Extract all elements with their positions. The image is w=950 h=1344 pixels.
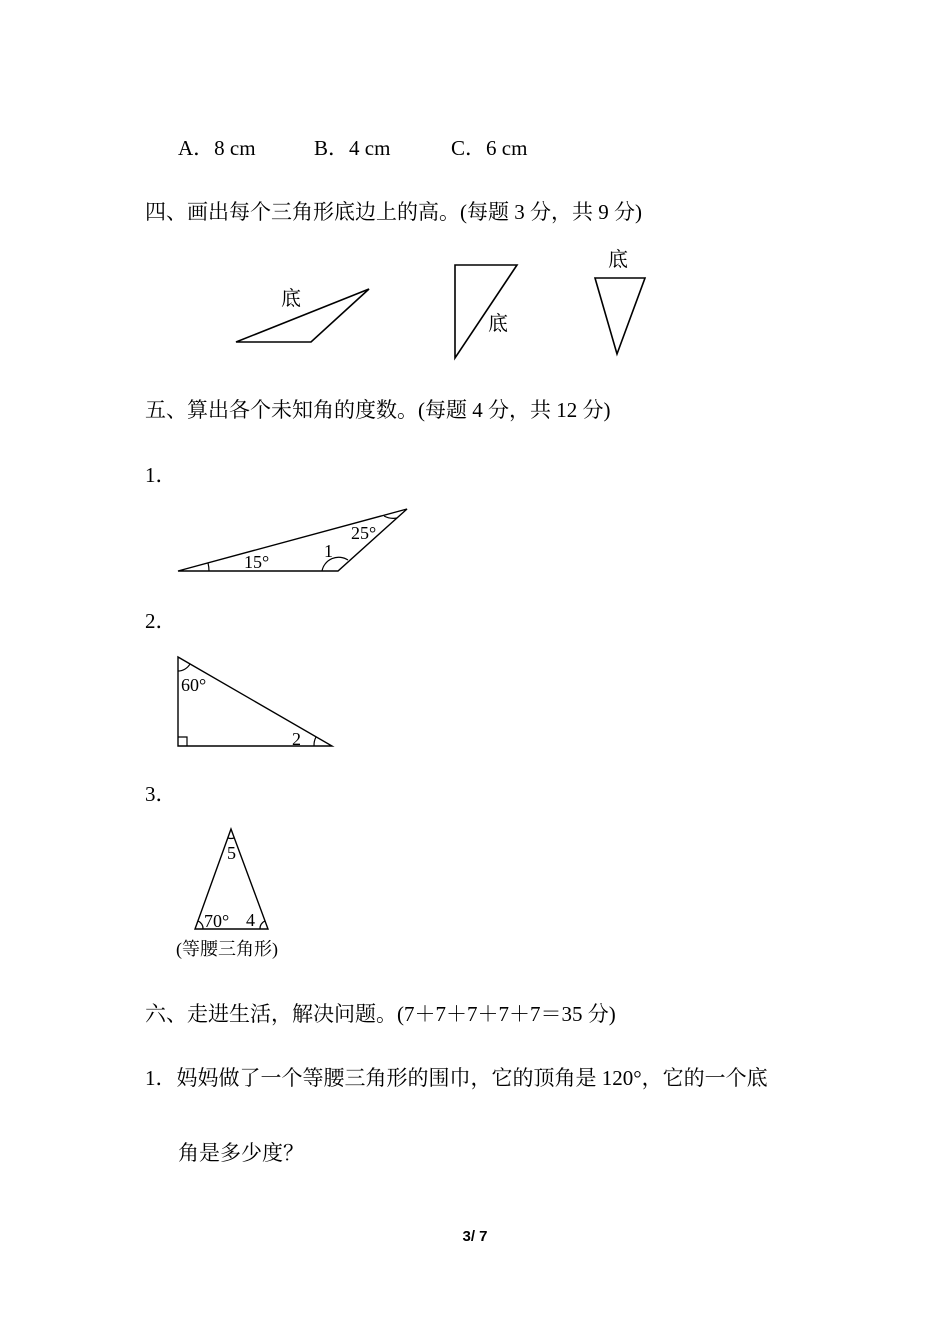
- s5-q1-angle-1: 1: [324, 541, 333, 561]
- s6-q1-line1: 1．妈妈做了一个等腰三角形的围巾，它的顶角是 120°，它的一个底: [145, 1066, 768, 1090]
- s5-q3-angle-4: 4: [246, 910, 255, 930]
- s5q2-arc-right: [314, 737, 316, 746]
- s5q2-right-angle: [178, 737, 187, 746]
- s4-base-label-3: 底: [608, 249, 628, 271]
- section5-heading: 五、算出各个未知角的度数。(每题 4 分，共 12 分): [145, 398, 611, 422]
- s4-triangle-1: [236, 289, 369, 342]
- option-c: C．6 cm: [451, 136, 528, 160]
- s5-q3-number: 3．: [145, 782, 177, 806]
- section6-heading: 六、走进生活，解决问题。(7＋7＋7＋7＋7＝35 分): [145, 1002, 616, 1026]
- section4-heading: 四、画出每个三角形底边上的高。(每题 3 分，共 9 分): [145, 200, 642, 224]
- s5-q2-angle-60: 60°: [181, 675, 207, 695]
- s5q3-arc-top: [228, 838, 234, 839]
- s5q3-arc-right: [260, 921, 265, 929]
- option-b: B．4 cm: [314, 136, 391, 160]
- s5q2-triangle: [178, 657, 332, 749]
- s4-triangle-2: [455, 265, 517, 358]
- s5-q3-caption: (等腰三角形): [176, 939, 278, 959]
- s5-q3-angle-5: 5: [227, 843, 236, 863]
- s5q2-arc-top: [178, 664, 190, 671]
- s4-triangle-3: [595, 278, 645, 354]
- s5-q2-number: 2．: [145, 609, 177, 633]
- s4-base-label-1: 底: [281, 288, 301, 310]
- s5q3-arc-left: [198, 921, 203, 929]
- s4-base-label-2: 底: [488, 313, 508, 335]
- option-a: A．8 cm: [178, 136, 256, 160]
- s5-q1-angle-15: 15°: [244, 552, 270, 572]
- s5-q2-angle-2: 2: [292, 729, 301, 749]
- page-number: 3/ 7: [462, 1228, 488, 1245]
- s5q1-arc-left: [208, 563, 209, 571]
- s6-q1-line2: 角是多少度？: [178, 1141, 304, 1165]
- s5q1-arc-top: [384, 516, 397, 518]
- s5-q3-angle-70: 70°: [204, 911, 230, 931]
- s5-q1-angle-25: 25°: [351, 523, 377, 543]
- s5-q1-number: 1．: [145, 463, 177, 487]
